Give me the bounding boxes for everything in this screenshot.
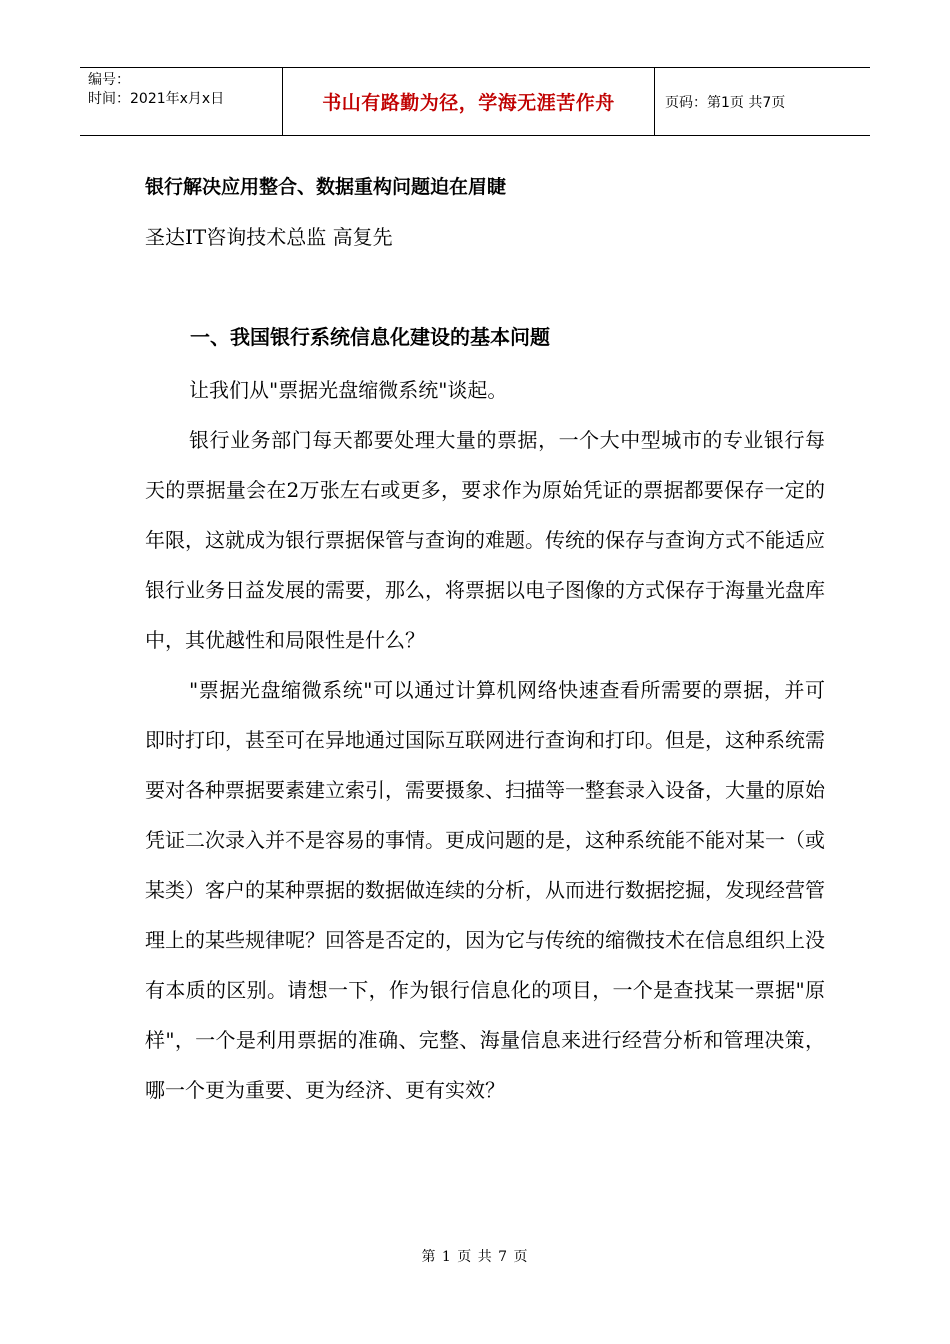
paragraph: "票据光盘缩微系统"可以通过计算机网络快速查看所需要的票据，并可即时打印，甚至可在异地通过国际互联网进行查询和打印。但是，这种系统需要对各种票据要素建立索引，需要摄象、扫描等一整套录入设备，大量的原始凭证二次录入并不是容易的事情。更成问题的是，这种系统能不能对某一（或某类）客户的某种票据的数据做连续的分析，从而进行数据挖掘，发现经营管理上的某些规律呢？回答是否定的，因为它与传统的缩微技术在信息组织上没有本质的区别。请想一下，作为银行信息化的项目，一个是查找某一票据"原样"，一个是利用票据的准确、完整、海量信息来进行经营分析和管理决策，哪一个更为重要、更为经济、更有实效？ [145, 678, 825, 1102]
document-time-label: 时间：2021年x月x日 [88, 91, 225, 107]
header-table [80, 67, 870, 136]
header-motto-cell [283, 68, 655, 135]
section-heading: 一、我国银行系统信息化建设的基本问题 [190, 325, 550, 349]
paragraph: 让我们从"票据光盘缩微系统"谈起。 [189, 378, 508, 402]
paragraph: 银行业务部门每天都要处理大量的票据，一个大中型城市的专业银行每天的票据量会在2万张左右或更多，要求作为原始凭证的票据都要保存一定的年限，这就成为银行票据保管与查询的难题。传统的保存与查询方式不能适应银行业务日益发展的需要，那么，将票据以电子图像的方式保存于海量光盘库中，其优越性和局限性是什么？ [145, 428, 825, 652]
document-body [145, 365, 825, 1115]
document-author: 圣达IT咨询技术总监 高复先 [145, 225, 393, 249]
page-footer: 第 1 页 共 7 页 [421, 1249, 529, 1265]
header-page-cell [655, 68, 870, 135]
header-meta-cell [80, 68, 283, 135]
header-motto: 书山有路勤为径，学海无涯苦作舟 [322, 92, 615, 114]
header-page-info: 页码：第1页 共7页 [665, 94, 786, 111]
document-number-label: 编号： [88, 72, 130, 88]
document-title: 银行解决应用整合、数据重构问题迫在眉睫 [145, 176, 507, 198]
